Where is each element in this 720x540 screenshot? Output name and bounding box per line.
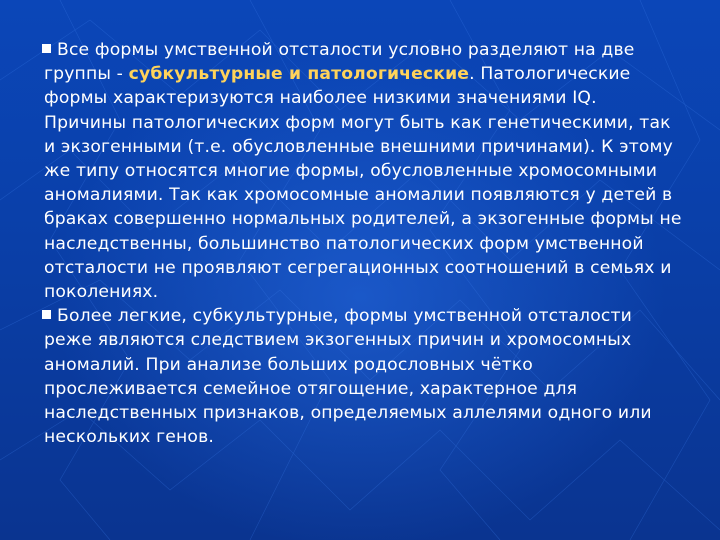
paragraph-1-text-continued: . Патологические формы характеризуются наиболее низкими значениями IQ. Причины патологических форм могут быть как генетическими, так и экзогенными (т.е. обусловленные внешними причинами). К этому же типу относятся многие формы, обусловленные хромосомными аномалиями. Так как хромосомные аномалии появляются у детей в браках совершенно нормальных родителей, а экзогенные формы не наследственны, большинство патологических форм умственной отсталости не проявляют сегрегационных соотношений в семьях и поколениях. xyxy=(44,64,682,303)
square-bullet-icon xyxy=(42,44,51,53)
paragraph-2-text: Более легкие, субкультурные, формы умственной отсталости реже являются следствием экзогенных причин и хромосомных аномалий. При анализе больших родословных чётко прослеживается семейное отягощение, характерное для наследственных признаков, определяемых аллелями одного или нескольких генов. xyxy=(44,306,652,448)
paragraph-1-text: Все формы умственной отсталости условно разделяют на две группы - xyxy=(44,40,635,85)
square-bullet-icon xyxy=(42,310,51,319)
paragraph-2 xyxy=(44,304,684,449)
slide-body xyxy=(44,38,684,449)
paragraph-1-highlight: субкультурные и патологические xyxy=(128,64,470,85)
paragraph-1 xyxy=(44,38,684,304)
